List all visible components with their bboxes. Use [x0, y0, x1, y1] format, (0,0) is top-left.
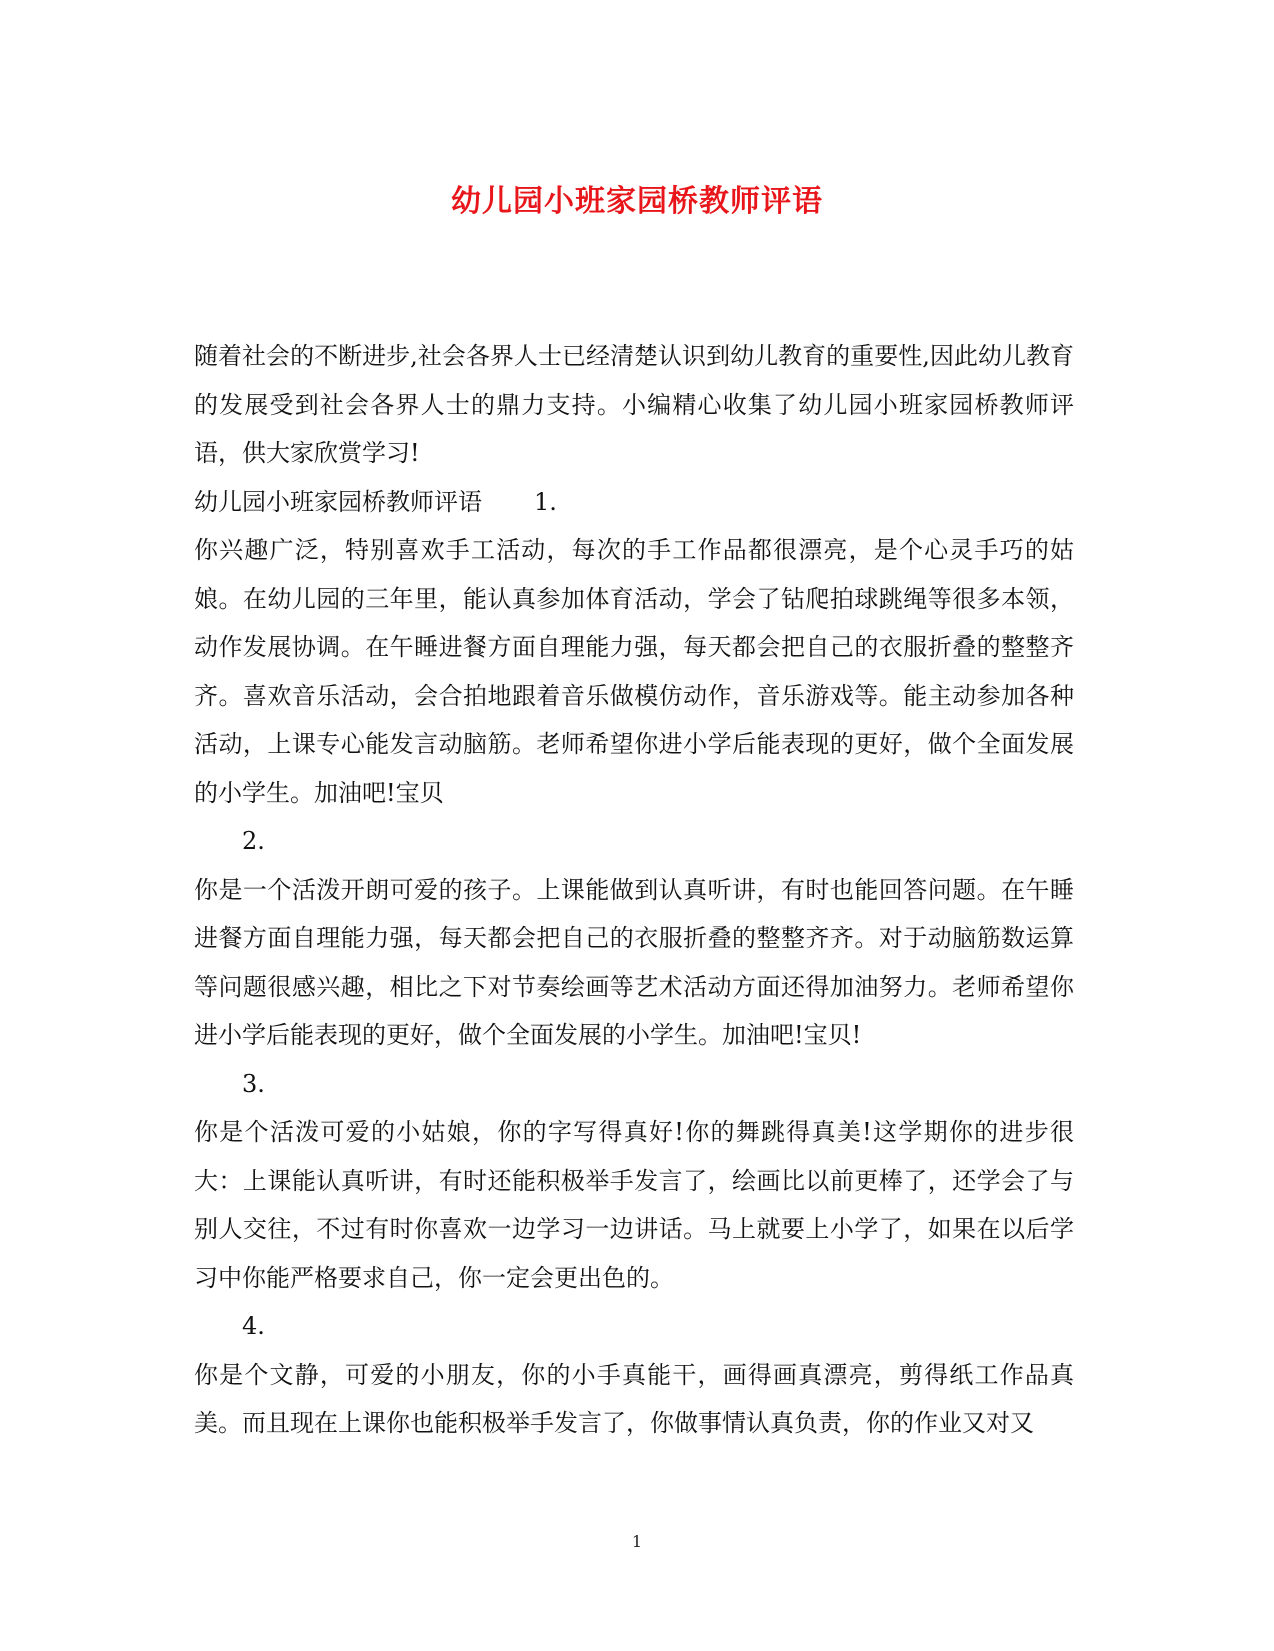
page-number: 1 [631, 1532, 643, 1551]
comment-2-text: 你是一个活泼开朗可爱的孩子。上课能做到认真听讲，有时也能回答问题。在午睡进餐方面自理能力强，每天都会把自己的衣服折叠的整整齐齐。对于动脑筋数运算等问题很感兴趣，相比之下对节奏绘画等艺术活动方面还得加油努力。老师希望你进小学后能表现的更好，做个全面发展的小学生。加油吧!宝贝! [194, 875, 1074, 1049]
subheading-number: 1. [534, 487, 557, 516]
subheading [194, 478, 1074, 527]
comment-1-text: 你兴趣广泛，特别喜欢手工活动，每次的手工作品都很漂亮，是个心灵手巧的姑娘。在幼儿园的三年里，能认真参加体育活动，学会了钻爬拍球跳绳等很多本领，动作发展协调。在午睡进餐方面自理能力强，每天都会把自己的衣服折叠的整整齐齐。喜欢音乐活动，会合拍地跟着音乐做模仿动作，音乐游戏等。能主动参加各种活动，上课专心能发言动脑筋。老师希望你进小学后能表现的更好，做个全面发展的小学生。加油吧!宝贝 [194, 536, 1074, 807]
subheading-text: 幼儿园小班家园桥教师评语 [194, 487, 482, 516]
document-body [194, 332, 1074, 1448]
comment-4-text: 你是个文静，可爱的小朋友，你的小手真能干，画得画真漂亮，剪得纸工作品真美。而且现在上课你也能积极举手发言了，你做事情认真负责，你的作业又对又 [194, 1360, 1074, 1437]
comment-2-number: 2. [242, 827, 265, 855]
document-title: 幼儿园小班家园桥教师评语 [451, 184, 823, 219]
comment-4-number: 4. [242, 1312, 265, 1340]
intro-paragraph: 随着社会的不断进步,社会各界人士已经清楚认识到幼儿教育的重要性,因此幼儿教育的发展受到社会各界人士的鼎力支持。小编精心收集了幼儿园小班家园桥教师评语，供大家欣赏学习! [194, 342, 1074, 467]
comment-3-text: 你是个活泼可爱的小姑娘，你的字写得真好!你的舞跳得真美!这学期你的进步很大：上课能认真听讲，有时还能积极举手发言了，绘画比以前更棒了，还学会了与别人交往，不过有时你喜欢一边学习一边讲话。马上就要上小学了，如果在以后学习中你能严格要求自己，你一定会更出色的。 [194, 1118, 1074, 1292]
comment-3-number: 3. [242, 1069, 265, 1098]
